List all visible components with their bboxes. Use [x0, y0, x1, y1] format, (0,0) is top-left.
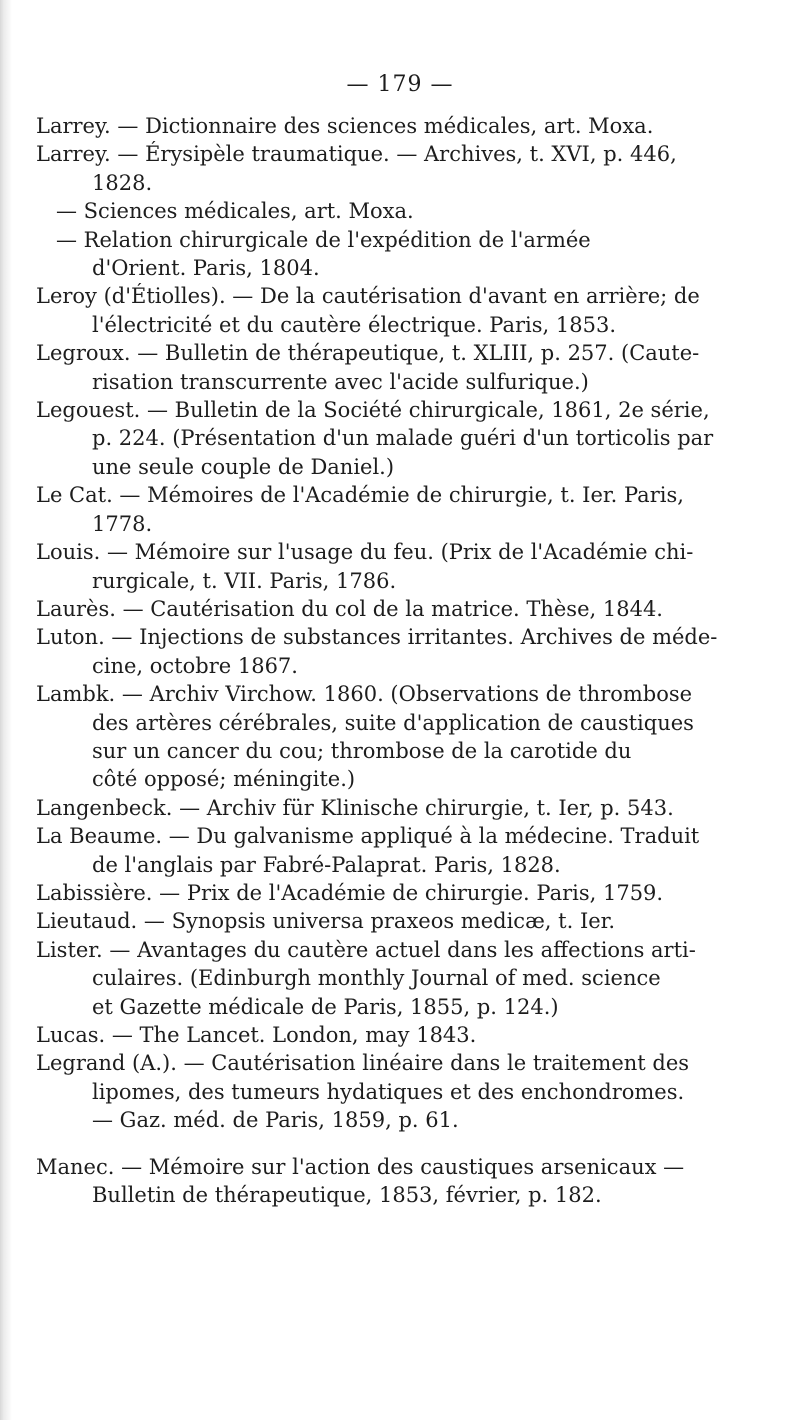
entry-line: Legouest. — Bulletin de la Société chirurgicale, 1861, 2e série,: [36, 398, 710, 423]
bibliography-entry: [36, 623, 756, 680]
entry-line: Manec. — Mémoire sur l'action des caustiques arsenicaux —: [36, 1154, 685, 1179]
bibliography-entry: [36, 140, 756, 197]
entry-line: — Relation chirurgicale de l'expédition de l'armée: [56, 227, 591, 252]
entry-line: Lambk. — Archiv Virchow. 1860. (Observations de thrombose: [36, 682, 693, 707]
entry-line: des artères cérébrales, suite d'application de caustiques: [92, 710, 694, 735]
entry-line: Labissière. — Prix de l'Académie de chirurgie. Paris, 1759.: [36, 880, 664, 905]
bibliography-entry: [36, 680, 756, 794]
bibliography-entry: [36, 282, 756, 339]
entry-line: Le Cat. — Mémoires de l'Académie de chirurgie, t. Ier. Paris,: [36, 483, 684, 508]
page-number: — 179 —: [346, 72, 454, 97]
entry-line: de l'anglais par Fabré-Palaprat. Paris, 1828.: [92, 852, 561, 877]
entry-line: 1828.: [92, 170, 153, 195]
bibliography-entry: [36, 197, 756, 225]
bibliography-entry: [36, 112, 756, 140]
bibliography-entry: [36, 396, 756, 481]
entry-line: Larrey. — Érysipèle traumatique. — Archives, t. XVI, p. 446,: [36, 142, 677, 167]
entry-line: 1778.: [92, 511, 153, 536]
bibliography-entry: [36, 1153, 756, 1210]
entry-line: d'Orient. Paris, 1804.: [92, 256, 320, 281]
bibliography-entry: [36, 907, 756, 935]
entry-line: Leroy (d'Étiolles). — De la cautérisation d'avant en arrière; de: [36, 284, 700, 309]
entry-line: une seule couple de Daniel.): [92, 454, 395, 479]
entry-line: Legrand (A.). — Cautérisation linéaire dans le traitement des: [36, 1051, 690, 1076]
entry-line: Louis. — Mémoire sur l'usage du feu. (Prix de l'Académie chi-: [36, 540, 694, 565]
entry-line: Lucas. — The Lancet. London, may 1843.: [36, 1023, 477, 1047]
bibliography-entry: [36, 481, 756, 538]
entry-line: Bulletin de thérapeutique, 1853, février, p. 182.: [92, 1183, 602, 1208]
page-binding-edge: [0, 0, 12, 1420]
bibliography-entry: [36, 879, 756, 907]
bibliography-list: [36, 112, 756, 1209]
bibliography-entry: [36, 1049, 756, 1134]
bibliography-entry: [36, 936, 756, 1021]
entry-line: sur un cancer du cou; thrombose de la carotide du: [92, 738, 632, 763]
bibliography-entry: [36, 1021, 756, 1049]
bibliography-entry: [36, 595, 756, 623]
entry-line: culaires. (Edinburgh monthly Journal of med. science: [92, 966, 661, 991]
bibliography-entry: [36, 226, 756, 283]
entry-line: risation transcurrente avec l'acide sulfurique.): [92, 369, 589, 394]
entry-line: cine, octobre 1867.: [92, 653, 298, 678]
bibliography-entry: [36, 794, 756, 822]
entry-line: Laurès. — Cautérisation du col de la matrice. Thèse, 1844.: [36, 596, 663, 621]
entry-line: La Beaume. — Du galvanisme appliqué à la médecine. Traduit: [36, 824, 700, 849]
entry-line: rurgicale, t. VII. Paris, 1786.: [92, 568, 397, 593]
bibliography-entry: [36, 538, 756, 595]
entry-line: lipomes, des tumeurs hydatiques et des enchondromes.: [92, 1079, 685, 1104]
entry-gap: [36, 1135, 756, 1153]
entry-line: Lieutaud. — Synopsis universa praxeos medicæ, t. Ier.: [36, 909, 616, 934]
entry-line: — Sciences médicales, art. Moxa.: [56, 199, 414, 224]
entry-line: Langenbeck. — Archiv für Klinische chirurgie, t. Ier, p. 543.: [36, 795, 674, 820]
bibliography-entry: [36, 339, 756, 396]
entry-line: p. 224. (Présentation d'un malade guéri d'un torticolis par: [92, 426, 714, 451]
entry-line: l'électricité et du cautère électrique. Paris, 1853.: [92, 312, 617, 337]
entry-line: Legroux. — Bulletin de thérapeutique, t. XLIII, p. 257. (Caute-: [36, 341, 700, 366]
entry-line: côté opposé; méningite.): [92, 767, 356, 792]
entry-line: et Gazette médicale de Paris, 1855, p. 124.): [92, 994, 559, 1019]
entry-line: — Gaz. méd. de Paris, 1859, p. 61.: [92, 1108, 459, 1133]
entry-line: Lister. — Avantages du cautère actuel dans les affections arti-: [36, 937, 696, 962]
entry-line: Luton. — Injections de substances irritantes. Archives de méde-: [36, 625, 718, 650]
entry-line: Larrey. — Dictionnaire des sciences médicales, art. Moxa.: [36, 114, 654, 138]
bibliography-entry: [36, 822, 756, 879]
